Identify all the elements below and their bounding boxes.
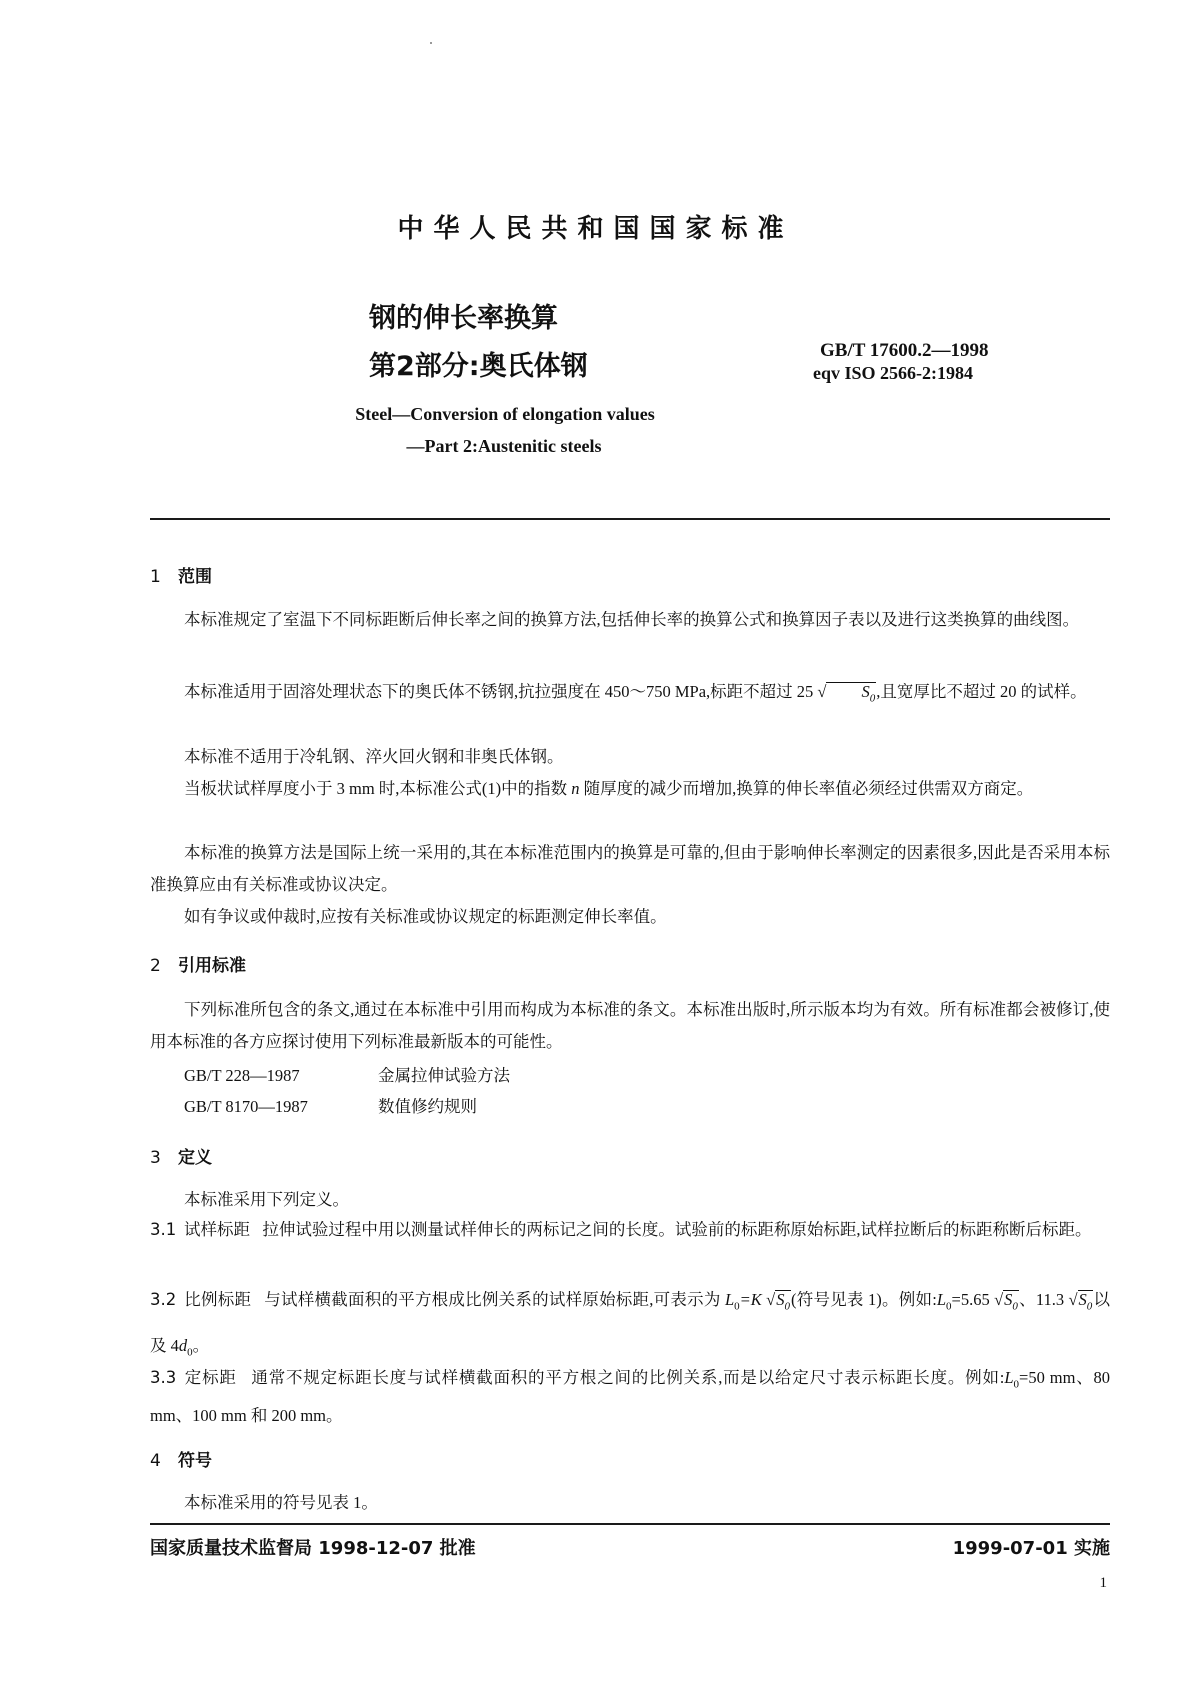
s1-paragraph-5: 本标准的换算方法是国际上统一采用的,其在本标准范围内的换算是可靠的,但由于影响伸长率测定的因素很多,因此是否采用本标准换算应由有关标准或协议决定。 <box>150 843 1110 894</box>
section-number: 4 <box>150 1451 161 1471</box>
section-3-heading <box>150 1143 212 1168</box>
s1-paragraph-6: 如有争议或仲裁时,应按有关标准或协议规定的标距测定伸长率值。 <box>184 907 667 926</box>
subscript: 0 <box>1012 1300 1018 1313</box>
section-2-heading <box>150 951 246 976</box>
def-term: 定标距 <box>184 1368 237 1387</box>
title-en-line2: —Part 2:Austenitic steels <box>406 436 602 456</box>
def-text: =50 mm、80 mm、100 mm 和 200 mm。 <box>150 1368 1110 1426</box>
formula-text: 以及 4 <box>150 1290 1111 1356</box>
s2-paragraph-1: 下列标准所包含的条文,通过在本标准中引用而构成为本标准的条文。本标准出版时,所示版本均为有效。所有标准都会被修订,使用本标准的各方应探讨使用下列标准最新版本的可能性。 <box>150 1000 1110 1051</box>
sqrt-term <box>775 1290 791 1315</box>
definition-3-2: 3.2 比例标距 与试样横截面积的平方根成比例关系的试样原始标距,可表示为 $L_0=K$ $√S_0$(符号见表 1)。例如$:L_0=5.65$ $√S_0$、11.3 $√S_0$以及 $4d_0$。 <box>150 1280 1110 1373</box>
var-L: L <box>936 1290 947 1309</box>
ref-code: GB/T 8170—1987 <box>184 1097 308 1116</box>
formula-eq: =5.65 <box>951 1290 995 1309</box>
var-s: S <box>861 682 870 701</box>
s4-paragraph-1: 本标准采用的符号见表 1。 <box>184 1493 378 1512</box>
ref-title: 数值修约规则 <box>378 1097 477 1116</box>
formula-text: 、11.3 <box>1018 1290 1069 1309</box>
title-cn-line1: 钢的伸长率换算 <box>369 303 558 334</box>
var-S: S <box>776 1290 785 1309</box>
text: ,且宽厚比不超过 20 的试样。 <box>876 682 1087 701</box>
var-n: n <box>571 779 580 798</box>
page-number: 1 <box>1099 1575 1107 1591</box>
footer-divider <box>150 1523 1110 1525</box>
reference-item <box>184 1062 510 1086</box>
subscript: 0 <box>784 1300 790 1313</box>
approval-info: 国家质量技术监督局 1998-12-07 批准 <box>150 1538 476 1559</box>
section-title: 定义 <box>178 1148 212 1168</box>
subscript: 0 <box>187 1346 193 1359</box>
subscript: 0 <box>946 1300 952 1313</box>
section-title: 引用标准 <box>178 956 246 976</box>
section-1-heading <box>150 562 212 587</box>
subscript: 0 <box>734 1300 740 1313</box>
def-term: 比例标距 <box>184 1290 252 1309</box>
def-number: 3.2 <box>150 1290 177 1309</box>
section-number: 2 <box>150 956 161 976</box>
reference-item <box>184 1093 477 1117</box>
s1-paragraph-4 <box>150 773 1110 805</box>
subscript: 0 <box>1013 1378 1020 1391</box>
s1-paragraph-2: 本标准适用于固溶处理状态下的奥氏体不锈钢,抗拉强度在 450～750 MPa,标距不超过 25 √ $S_0$,且宽厚比不超过 20 的试样。 <box>150 676 1110 708</box>
def-term: 试样标距 <box>184 1220 250 1239</box>
s1-paragraph-3: 本标准不适用于冷轧钢、淬火回火钢和非奥氏体钢。 <box>184 747 564 766</box>
formula-text: 。 <box>192 1336 210 1356</box>
var-L: L <box>1004 1368 1014 1387</box>
national-standard-label: 中华人民共和国国家标准 <box>397 214 794 244</box>
text: 当板状试样厚度小于 3 mm 时,本标准公式(1)中的指数 <box>184 779 572 798</box>
section-number: 1 <box>150 567 161 587</box>
document-body <box>150 0 1110 1684</box>
subscript: 0 <box>869 692 876 705</box>
ref-code: GB/T 228—1987 <box>184 1066 300 1085</box>
def-text: 通常不规定标距长度与试样横截面积的平方根之间的比例关系,而是以给定尺寸表示标距长度。例如: <box>251 1368 1005 1387</box>
def-number: 3.3 <box>150 1368 177 1387</box>
section-4-heading <box>150 1446 212 1471</box>
sqrt-term <box>1078 1290 1094 1315</box>
formula-eq: =K <box>739 1290 767 1309</box>
var-S: S <box>1004 1290 1013 1309</box>
def-text: (符号见表 1)。例如: <box>790 1290 937 1309</box>
sqrt-term <box>1003 1290 1019 1315</box>
title-en-line1: Steel—Conversion of elongation values <box>355 404 655 424</box>
def-text: 拉伸试验过程中用以测量试样伸长的两标记之间的长度。试验前的标距称原始标距,试样拉断后的标距称断后标距。 <box>262 1220 1092 1239</box>
standard-equivalent: eqv ISO 2566-2:1984 <box>813 363 974 383</box>
standard-number: GB/T 17600.2—1998 <box>820 340 989 361</box>
def-number: 3.1 <box>150 1220 177 1239</box>
effective-date: 1999-07-01 实施 <box>952 1538 1110 1559</box>
var-d: d <box>178 1336 188 1356</box>
section-number: 3 <box>150 1148 161 1168</box>
text: 本标准适用于固溶处理状态下的奥氏体不锈钢,抗拉强度在 450～750 MPa,标距不超过 25 <box>184 682 818 701</box>
s3-intro: 本标准采用下列定义。 <box>184 1190 349 1209</box>
section-title: 符号 <box>178 1451 212 1471</box>
title-cn-line2: 第2部分:奥氏体钢 <box>369 351 588 382</box>
text: 随厚度的减少而增加,换算的伸长率值必须经过供需双方商定。 <box>579 779 1034 798</box>
var-S: S <box>1078 1290 1087 1309</box>
sqrt-term <box>826 682 876 707</box>
var-L: L <box>724 1290 735 1309</box>
subscript: 0 <box>1086 1300 1093 1313</box>
def-text: 与试样横截面积的平方根成比例关系的试样原始标距,可表示为 <box>264 1290 725 1309</box>
section-title: 范围 <box>178 567 212 587</box>
definition-3-1 <box>150 1214 1110 1246</box>
definition-3-3 <box>150 1362 1110 1432</box>
ref-title: 金属拉伸试验方法 <box>378 1066 510 1085</box>
s1-paragraph-1: 本标准规定了室温下不同标距断后伸长率之间的换算方法,包括伸长率的换算公式和换算因子表以及进行这类换算的曲线图。 <box>184 610 1080 629</box>
